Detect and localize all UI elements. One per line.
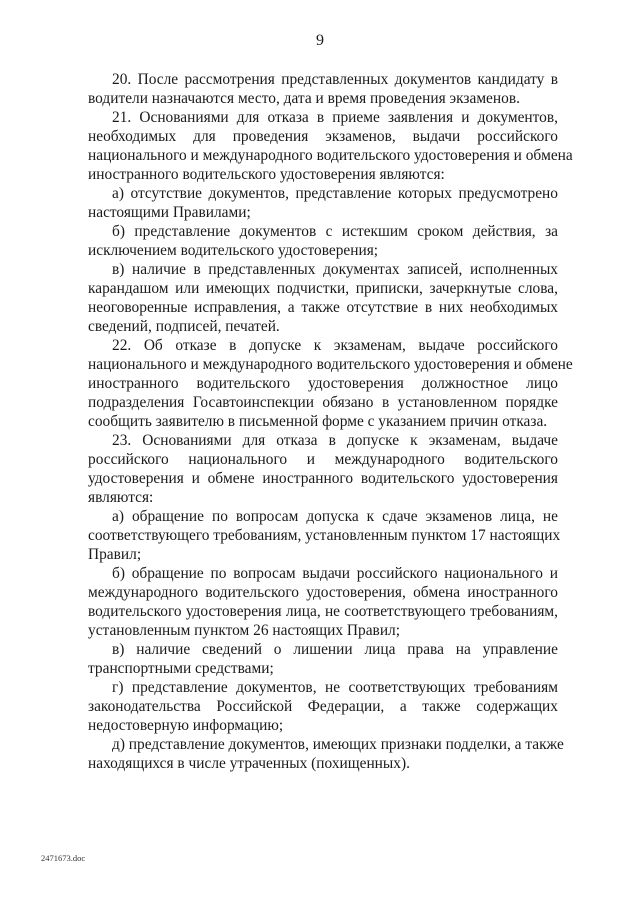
paragraph [88, 184, 558, 222]
text-line: соответствующего требованиям, установленным пунктом 17 настоящих [88, 527, 561, 544]
text-line: в) наличие сведений о лишении лица права на управление [112, 641, 558, 658]
paragraph [88, 70, 558, 108]
text-line: исключением водительского удостоверения; [88, 242, 379, 259]
text-line: настоящими Правилами; [88, 204, 251, 221]
text-line: г) представление документов, не соответствующих требованиям [112, 679, 558, 696]
text-line: находящихся в числе утраченных (похищенных). [88, 755, 410, 772]
paragraph [88, 222, 558, 260]
text-line: водительского удостоверения лица, не соответствующего требованиям, [88, 603, 558, 620]
page-number: 9 [316, 32, 324, 49]
text-line: международного водительского удостоверения, обмена иностранного [88, 584, 558, 601]
text-line: национального и международного водительского удостоверения и обмена [88, 147, 573, 164]
text-line: б) представление документов с истекшим сроком действия, за [112, 223, 558, 240]
text-line: являются: [88, 489, 154, 506]
text-line: недостоверную информацию; [88, 717, 284, 734]
text-line: транспортными средствами; [88, 660, 274, 677]
text-line: 20. После рассмотрения представленных документов кандидату в [112, 71, 558, 88]
text-line: российского национального и международного водительского [88, 451, 558, 468]
text-line: д) представление документов, имеющих признаки подделки, а также [112, 736, 564, 753]
text-line: подразделения Госавтоинспекции обязано в установленном порядке [88, 394, 558, 411]
text-line: иностранного водительского удостоверения должностное лицо [88, 375, 558, 392]
text-line: Правил; [88, 546, 142, 563]
paragraph [88, 108, 573, 184]
paragraph [88, 260, 558, 336]
text-line: а) отсутствие документов, представление которых предусмотрено [112, 185, 558, 202]
text-line: иностранного водительского удостоверения являются: [88, 166, 445, 183]
text-line: карандашом или имеющих подчистки, приписки, зачеркнутые слова, [88, 280, 558, 297]
text-line: необходимых для проведения экзаменов, выдачи российского [88, 128, 558, 145]
paragraph [88, 336, 573, 431]
paragraph [88, 640, 558, 678]
text-line: сведений, подписей, печатей. [88, 318, 280, 335]
text-line: удостоверения и обмене иностранного водительского удостоверения [88, 470, 558, 487]
text-line: 22. Об отказе в допуске к экзаменам, выдаче российского [112, 337, 558, 354]
paragraph [88, 678, 558, 735]
text-line: национального и международного водительского удостоверения и обмене [88, 356, 573, 373]
paragraph [88, 735, 564, 773]
paragraph [88, 564, 558, 640]
text-line: сообщить заявителю в письменной форме с указанием причин отказа. [88, 413, 548, 430]
text-line: неоговоренные исправления, а также отсутствие в них необходимых [88, 299, 558, 316]
text-line: б) обращение по вопросам выдачи российского национального и [112, 565, 558, 582]
text-line: законодательства Российской Федерации, а также содержащих [88, 698, 558, 715]
paragraph [88, 507, 561, 564]
text-line: 23. Основаниями для отказа в допуске к экзаменам, выдаче [112, 432, 558, 449]
text-line: водители назначаются место, дата и время проведения экзаменов. [88, 90, 520, 107]
document-reference: 2471673.doc [41, 853, 86, 863]
text-line: а) обращение по вопросам допуска к сдаче экзаменов лица, не [112, 508, 558, 525]
document-body [88, 70, 573, 773]
text-line: 21. Основаниями для отказа в приеме заявления и документов, [112, 109, 558, 126]
text-line: в) наличие в представленных документах записей, исполненных [112, 261, 558, 278]
text-line: установленным пунктом 26 настоящих Правил; [88, 622, 401, 639]
paragraph [88, 431, 558, 507]
